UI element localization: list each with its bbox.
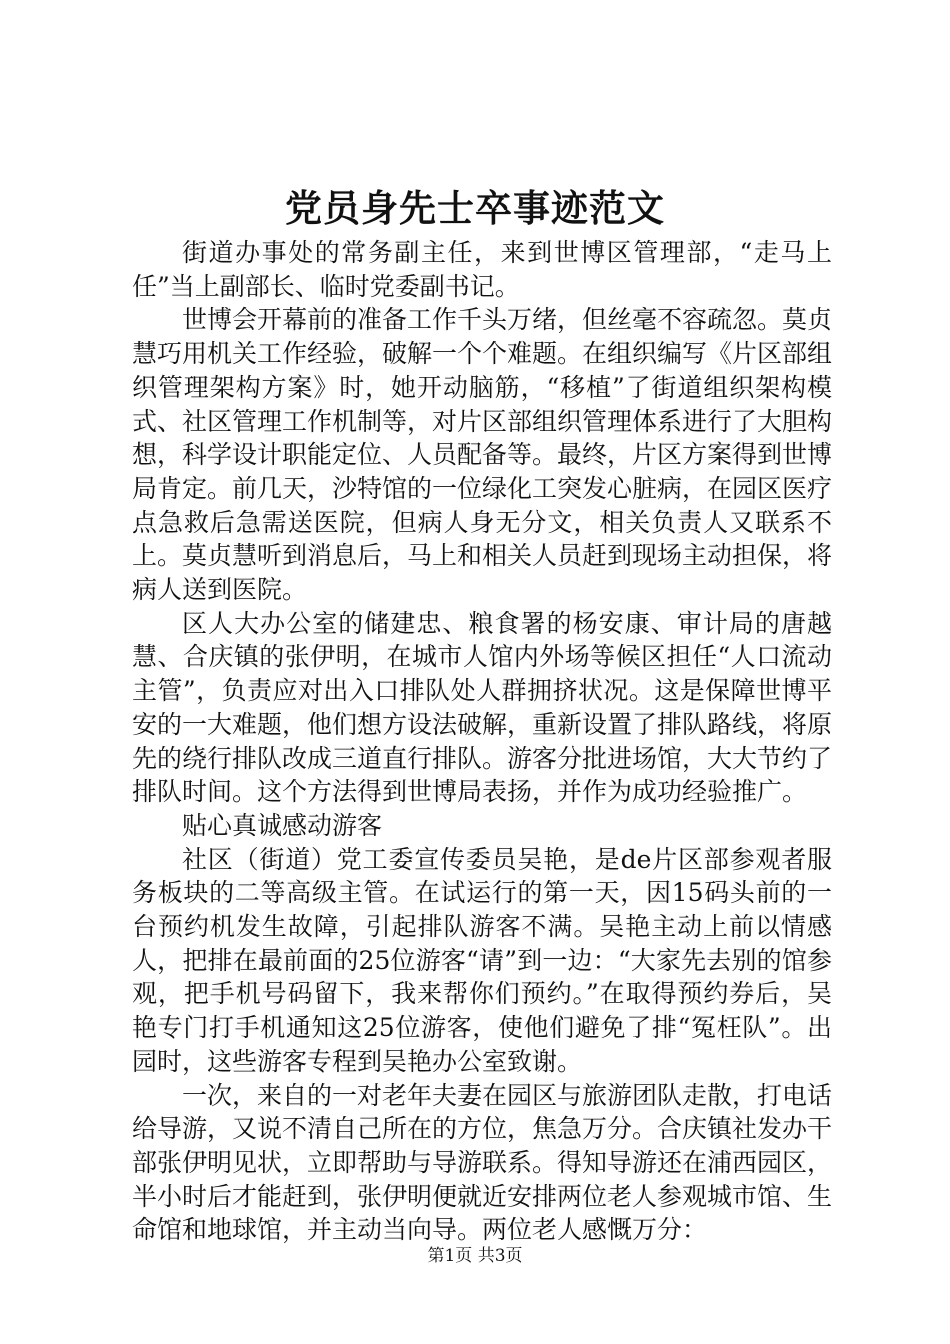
document-body bbox=[132, 236, 832, 1247]
document-title: 党员身先士卒事迹范文 bbox=[285, 186, 665, 230]
paragraph-4: 社区（街道）党工委宣传委员吴艳，是de片区部参观者服务板块的二等高级主管。在试运行的第一天，因15码头前的一台预约机发生故障，引起排队游客不满。吴艳主动上前以情感人，把排在最前面的25位游客“请”到一边：“大家先去别的馆参观，把手机号码留下，我来帮你们预约。”在取得预约券后，吴艳专门打手机通知这25位游客，使他们避免了排“冤枉队”。出园时，这些游客专程到吴艳办公室致谢。 bbox=[132, 844, 832, 1076]
paragraph-2: 世博会开幕前的准备工作千头万绪，但丝毫不容疏忽。莫贞慧巧用机关工作经验，破解一个个难题。在组织编写《片区部组织管理架构方案》时，她开动脑筋，“移植”了街道组织架构模式、社区管理工作机制等，对片区部组织管理体系进行了大胆构想，科学设计职能定位、人员配备等。最终，片区方案得到世博局肯定。前几天，沙特馆的一位绿化工突发心脏病，在园区医疗点急救后急需送医院，但病人身无分文，相关负责人又联系不上。莫贞慧听到消息后，马上和相关人员赶到现场主动担保，将病人送到医院。 bbox=[132, 305, 833, 605]
paragraph-1: 街道办事处的常务副主任，来到世博区管理部，“走马上任”当上副部长、临时党委副书记。 bbox=[132, 238, 832, 301]
section-heading: 贴心真诚感动游客 bbox=[182, 810, 383, 840]
paragraph-5: 一次，来自的一对老年夫妻在园区与旅游团队走散，打电话给导游，又说不清自己所在的方位，焦急万分。合庆镇社发办干部张伊明见状，立即帮助与导游联系。得知导游还在浦西园区，半小时后才能赶到，张伊明便就近安排两位老人参观城市馆、生命馆和地球馆，并主动当向导。两位老人感慨万分： bbox=[132, 1080, 833, 1245]
paragraph-3: 区人大办公室的储建忠、粮食署的杨安康、审计局的唐越慧、合庆镇的张伊明，在城市人馆内外场等候区担任“人口流动主管”，负责应对出入口排队处人群拥挤状况。这是保障世博平安的一大难题，他们想方设法破解，重新设置了排队路线，将原先的绕行排队改成三道直行排队。游客分批进场馆，大大节约了排队时间。这个方法得到世博局表扬，并作为成功经验推广。 bbox=[132, 608, 833, 807]
page-footer: 第1页 共3页 bbox=[427, 1246, 523, 1266]
